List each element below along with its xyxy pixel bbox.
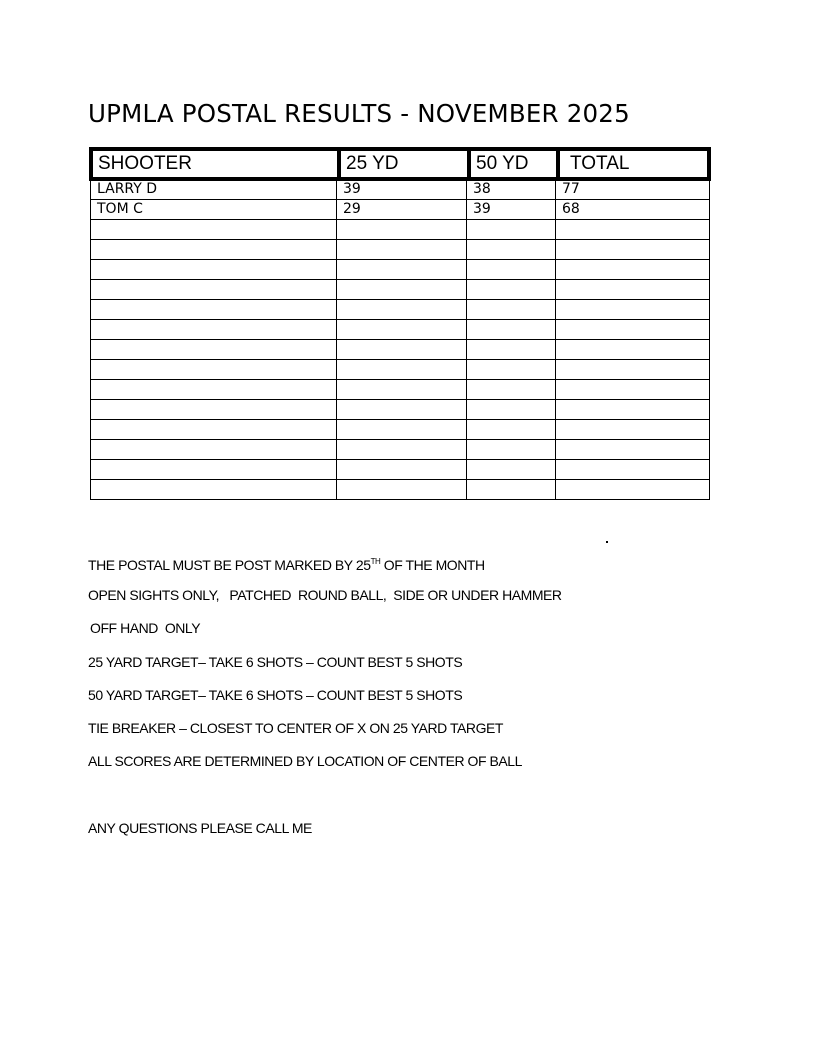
- shooter-cell: [91, 280, 336, 299]
- shooter-cell: [91, 300, 336, 319]
- score-50yd-cell: [466, 360, 555, 379]
- results-table: [90, 180, 710, 500]
- table-row: [91, 440, 709, 460]
- score-25yd-cell: [336, 340, 466, 359]
- total-cell: 68: [555, 200, 709, 219]
- total-cell: [555, 340, 709, 359]
- shooter-cell: TOM C: [97, 201, 143, 217]
- score-50yd-cell: [466, 260, 555, 279]
- rule-postmark-suffix: OF THE MONTH: [380, 557, 485, 573]
- score-25yd-cell: [336, 420, 466, 439]
- total-cell: [555, 280, 709, 299]
- score-50yd-cell: 38: [466, 180, 555, 199]
- total-cell: [555, 320, 709, 339]
- header-shooter: SHOOTER: [98, 153, 192, 174]
- score-50yd-cell: [466, 220, 555, 239]
- shooter-cell: [91, 420, 336, 439]
- table-row: [91, 300, 709, 320]
- table-row: [91, 240, 709, 260]
- score-50yd-cell: [466, 380, 555, 399]
- total-cell: [555, 300, 709, 319]
- total-cell: [555, 260, 709, 279]
- shooter-cell: [91, 260, 336, 279]
- rule-tie-breaker: TIE BREAKER – CLOSEST TO CENTER OF X ON 25 YARD TARGET: [88, 719, 503, 736]
- score-25yd-cell: 39: [336, 180, 466, 199]
- rule-50yard: 50 YARD TARGET– TAKE 6 SHOTS – COUNT BEST 5 SHOTS: [88, 686, 463, 703]
- shooter-cell: [91, 240, 336, 259]
- shooter-cell: [91, 400, 336, 419]
- header-50yd: 50 YD: [467, 151, 556, 177]
- score-25yd-cell: [336, 360, 466, 379]
- total-cell: [555, 360, 709, 379]
- score-50yd-cell: [466, 340, 555, 359]
- table-row: [91, 180, 709, 200]
- table-row: [91, 380, 709, 400]
- total-cell: [555, 480, 709, 499]
- table-row: [91, 220, 709, 240]
- header-total: TOTAL: [556, 151, 707, 177]
- table-row: [91, 200, 709, 220]
- score-25yd-cell: [336, 280, 466, 299]
- score-50yd-cell: [466, 420, 555, 439]
- score-25yd-cell: [336, 260, 466, 279]
- rules-list: [88, 553, 562, 785]
- table-row: [91, 460, 709, 480]
- total-cell: [555, 420, 709, 439]
- shooter-cell: [91, 340, 336, 359]
- header-25yd: 25 YD: [337, 151, 467, 177]
- shooter-cell: [91, 440, 336, 459]
- rule-position: OFF HAND ONLY: [90, 620, 201, 637]
- total-cell: [555, 440, 709, 459]
- score-25yd-cell: [336, 380, 466, 399]
- shooter-cell: [91, 220, 336, 239]
- score-25yd-cell: [336, 320, 466, 339]
- rule-25yard: 25 YARD TARGET– TAKE 6 SHOTS – COUNT BEST 5 SHOTS: [88, 653, 463, 670]
- score-25yd-cell: 29: [336, 200, 466, 219]
- score-50yd-cell: [466, 400, 555, 419]
- score-50yd-cell: [466, 240, 555, 259]
- score-25yd-cell: [336, 300, 466, 319]
- rule-postmark-text: THE POSTAL MUST BE POST MARKED BY 25: [88, 557, 371, 573]
- score-25yd-cell: [336, 240, 466, 259]
- rule-postmark-sup: TH: [370, 557, 381, 566]
- shooter-cell: [91, 320, 336, 339]
- table-row: [91, 480, 709, 500]
- table-row: [91, 400, 709, 420]
- table-row: [91, 280, 709, 300]
- score-50yd-cell: [466, 460, 555, 479]
- table-row: [91, 260, 709, 280]
- score-25yd-cell: [336, 480, 466, 499]
- contact-note: ANY QUESTIONS PLEASE CALL ME: [88, 820, 312, 836]
- shooter-cell: [91, 380, 336, 399]
- rule-scoring: ALL SCORES ARE DETERMINED BY LOCATION OF CENTER OF BALL: [88, 753, 522, 770]
- table-row: [91, 420, 709, 440]
- total-cell: [555, 220, 709, 239]
- table-header: [89, 147, 711, 181]
- score-50yd-cell: [466, 440, 555, 459]
- rule-postmark: [88, 553, 562, 586]
- stray-mark: [606, 541, 608, 543]
- shooter-cell: [91, 480, 336, 499]
- score-25yd-cell: [336, 440, 466, 459]
- total-cell: [555, 400, 709, 419]
- score-50yd-cell: [466, 280, 555, 299]
- total-cell: 77: [555, 180, 709, 199]
- shooter-cell: [91, 460, 336, 479]
- score-50yd-cell: 39: [466, 200, 555, 219]
- score-50yd-cell: [466, 300, 555, 319]
- score-25yd-cell: [336, 220, 466, 239]
- score-50yd-cell: [466, 480, 555, 499]
- shooter-cell: LARRY D: [97, 181, 158, 197]
- table-row: [91, 320, 709, 340]
- total-cell: [555, 460, 709, 479]
- shooter-cell: [91, 360, 336, 379]
- score-25yd-cell: [336, 400, 466, 419]
- total-cell: [555, 240, 709, 259]
- table-row: [91, 360, 709, 380]
- table-row: [91, 340, 709, 360]
- page-title: UPMLA POSTAL RESULTS - NOVEMBER 2025: [88, 99, 630, 128]
- rule-sights: OPEN SIGHTS ONLY, PATCHED ROUND BALL, SIDE OR UNDER HAMMER: [88, 587, 562, 604]
- score-50yd-cell: [466, 320, 555, 339]
- score-25yd-cell: [336, 460, 466, 479]
- total-cell: [555, 380, 709, 399]
